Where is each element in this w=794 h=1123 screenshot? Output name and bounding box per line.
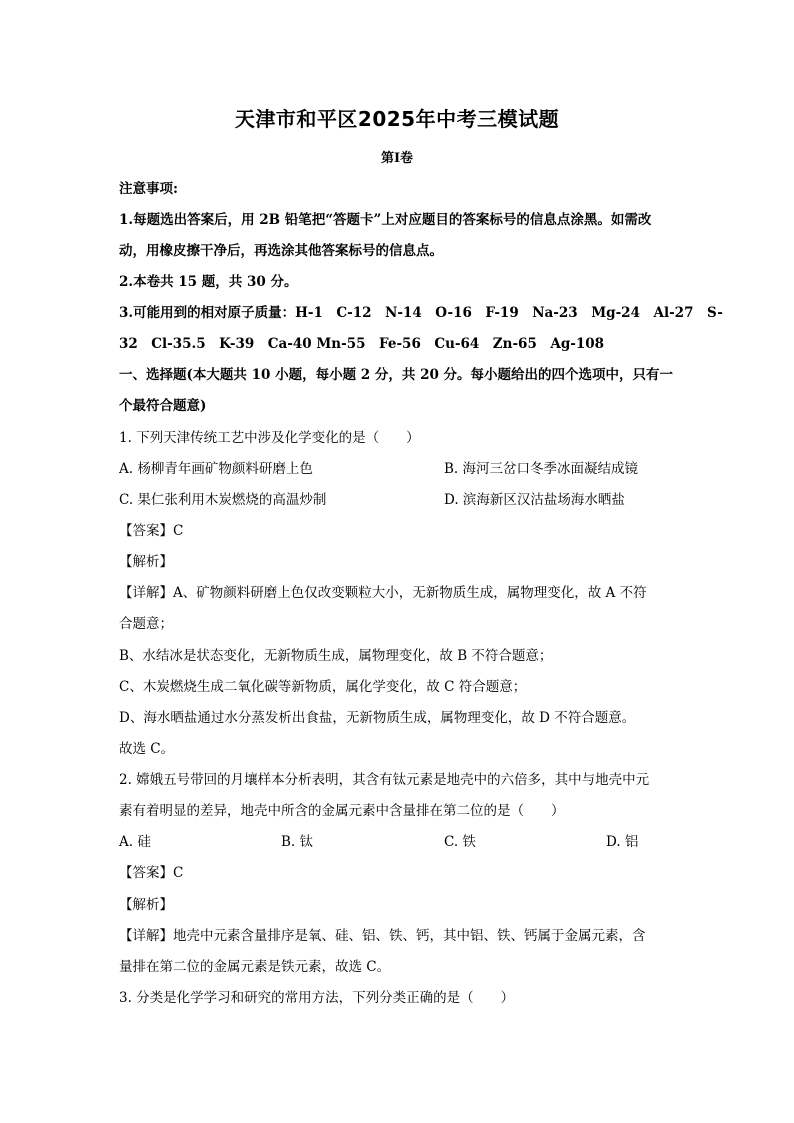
question-2-option-c: C. 铁 bbox=[444, 834, 476, 850]
notes-item-1-line-1: 1.每题选出答案后，用 2B 铅笔把“答题卡”上对应题目的答案标号的信息点涂黑。如需改 bbox=[119, 212, 652, 228]
notes-item-3-line-1: 3.可能用到的相对原子质量：H-1 C-12 N-14 O-16 F-19 Na-23 Mg-24 Al-27 S- bbox=[119, 305, 723, 321]
question-1-detail-d: D、海水晒盐通过水分蒸发析出食盐，无新物质生成，属物理变化，故 D 不符合题意。 bbox=[119, 710, 636, 726]
question-1-option-c: C. 果仁张利用木炭燃烧的高温炒制 bbox=[119, 492, 327, 508]
section-heading-line-1: 一、选择题(本大题共 10 小题，每小题 2 分，共 20 分。每小题给出的四个选项中，只有一 bbox=[119, 367, 674, 383]
question-2-detail-line-1: 【详解】地壳中元素含量排序是氧、硅、铝、铁、钙，其中铝、铁、钙属于金属元素，含 bbox=[119, 928, 646, 944]
question-2-stem-line-1: 2. 嫦娥五号带回的月壤样本分析表明，其含有钛元素是地壳中的六倍多，其中与地壳中元 bbox=[119, 772, 650, 788]
question-2-option-d: D. 铝 bbox=[606, 834, 639, 850]
volume-label: 第Ⅰ卷 bbox=[380, 151, 414, 166]
question-1-option-d: D. 滨海新区汉沽盐场海水晒盐 bbox=[444, 492, 625, 508]
page-title: 天津市和平区2025年中考三模试题 bbox=[234, 107, 560, 131]
question-1-option-b: B. 海河三岔口冬季冰面凝结成镜 bbox=[444, 461, 639, 477]
question-2-detail-line-2: 量排在第二位的金属元素是铁元素，故选 C。 bbox=[119, 959, 391, 975]
question-1-detail-c: C、木炭燃烧生成二氧化碳等新物质，属化学变化，故 C 符合题意； bbox=[119, 679, 527, 695]
question-1-conclusion: 故选 C。 bbox=[119, 741, 175, 757]
question-1-answer: 【答案】C bbox=[119, 523, 184, 539]
notes-item-1-line-2: 动，用橡皮擦干净后，再选涂其他答案标号的信息点。 bbox=[119, 243, 443, 259]
question-3-stem: 3. 分类是化学学习和研究的常用方法，下列分类正确的是（ ） bbox=[119, 990, 515, 1006]
question-1-option-a: A. 杨柳青年画矿物颜料研磨上色 bbox=[119, 461, 313, 477]
question-1-stem: 1. 下列天津传统工艺中涉及化学变化的是（ ） bbox=[119, 430, 420, 446]
question-1-detail-b: B、水结冰是状态变化，无新物质生成，属物理变化，故 B 不符合题意； bbox=[119, 648, 553, 664]
question-2-option-b: B. 钛 bbox=[281, 834, 314, 850]
notes-heading: 注意事项: bbox=[119, 181, 178, 197]
notes-item-2: 2.本卷共 15 题，共 30 分。 bbox=[119, 274, 298, 290]
question-1-detail-line-2: 合题意； bbox=[119, 616, 173, 632]
question-2-analysis-label: 【解析】 bbox=[119, 897, 173, 913]
question-1-analysis-label: 【解析】 bbox=[119, 554, 173, 570]
question-2-answer: 【答案】C bbox=[119, 865, 184, 881]
section-heading-line-2: 个最符合题意) bbox=[119, 398, 207, 414]
notes-item-3-line-2: 32 Cl-35.5 K-39 Ca-40 Mn-55 Fe-56 Cu-64 Zn-65 Ag-108 bbox=[119, 336, 605, 352]
question-2-option-a: A. 硅 bbox=[119, 834, 151, 850]
question-1-detail-line-1: 【详解】A、矿物颜料研磨上色仅改变颗粒大小，无新物质生成，属物理变化，故 A 不符 bbox=[119, 585, 647, 601]
question-2-stem-line-2: 素有着明显的差异，地壳中所含的金属元素中含量排在第二位的是（ ） bbox=[119, 803, 565, 819]
